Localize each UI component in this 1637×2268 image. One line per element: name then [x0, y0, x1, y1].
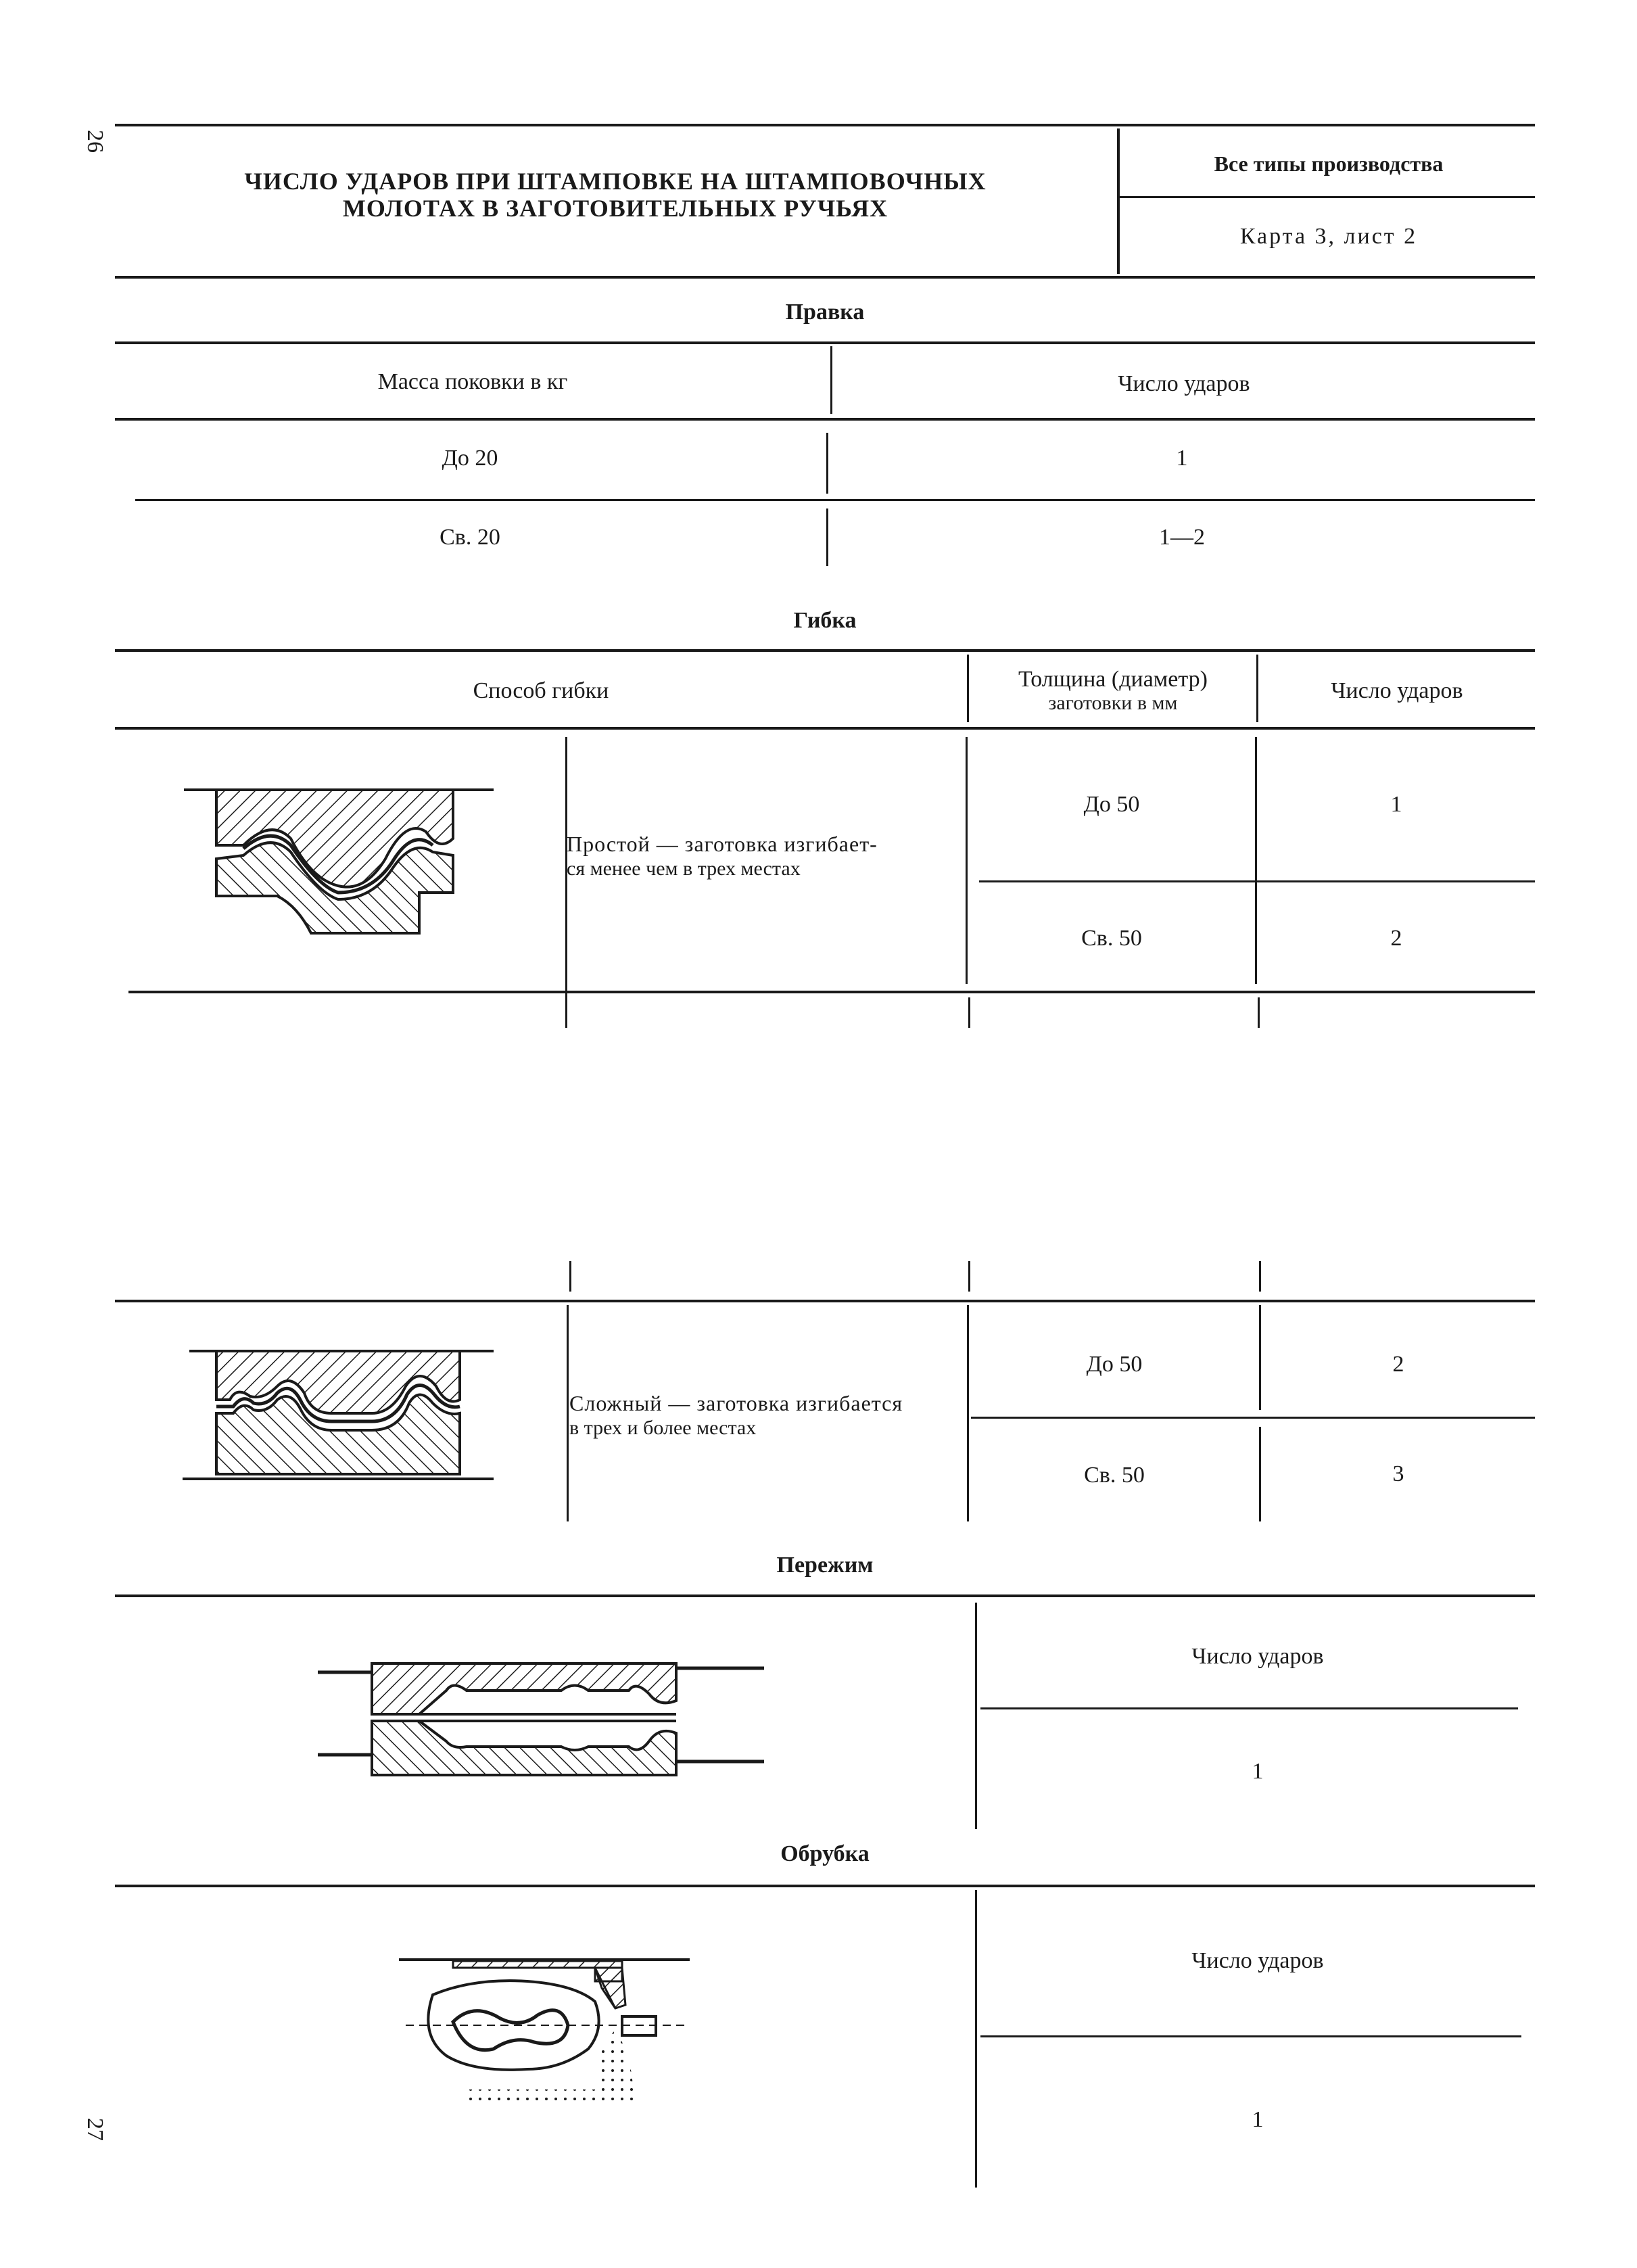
perezhim-inner-rule	[980, 1707, 1518, 1709]
gibka-simple-div-thick	[966, 737, 968, 984]
page-number-bottom: 27	[82, 2118, 108, 2141]
pravka-top-rule	[115, 341, 1535, 344]
gibka-complex-div-hits	[1259, 1305, 1261, 1410]
page-number-top: 26	[82, 130, 108, 153]
pravka-col-divider	[830, 346, 832, 414]
gibka-col-thickness-line1: Толщина (диаметр)	[1018, 667, 1208, 692]
pravka-col-mass: Масса поковки в кг	[377, 369, 568, 394]
gibka-top-rule	[115, 649, 1535, 652]
gibka-complex-stub3	[1259, 1261, 1261, 1292]
perezhim-top-rule	[115, 1594, 1535, 1597]
gibka-simple-bottom-rule	[128, 991, 1535, 993]
fullering-die-drawing	[318, 1653, 764, 1782]
pravka-row2-divider	[826, 509, 828, 566]
gibka-complex-top-rule	[115, 1300, 1535, 1302]
gibka-col-hits: Число ударов	[1331, 678, 1463, 703]
gibka-stub1	[565, 997, 567, 1028]
obrubka-col-hits: Число ударов	[1191, 1948, 1324, 1973]
obrubka-col-divider	[975, 1890, 977, 2188]
pravka-row2-mass: Св. 20	[440, 525, 500, 550]
obrubka-inner-rule	[980, 2035, 1521, 2037]
pravka-row1-divider	[826, 433, 828, 494]
gibka-stub3	[1258, 997, 1260, 1028]
card-sheet: Карта 3, лист 2	[1239, 224, 1418, 249]
simple-bending-die-drawing	[176, 778, 500, 933]
header-top-rule	[115, 124, 1535, 126]
cutoff-die-drawing	[392, 1954, 703, 2110]
pravka-head-rule	[115, 418, 1535, 421]
perezhim-col-divider	[975, 1603, 977, 1829]
perezhim-col-hits: Число ударов	[1191, 1644, 1324, 1669]
perezhim-hits: 1	[1252, 1759, 1264, 1784]
gibka-simple-row1-thickness: До 50	[1083, 792, 1140, 817]
gibka-head-div2	[1256, 655, 1258, 722]
gibka-stub2	[968, 997, 970, 1028]
gibka-complex-div-hits2	[1259, 1427, 1261, 1521]
pravka-title: Правка	[785, 300, 865, 325]
gibka-head-div1	[967, 655, 969, 722]
gibka-col-thickness-line2: заготовки в мм	[1048, 692, 1178, 714]
gibka-col-method: Способ гибки	[473, 678, 609, 703]
gibka-simple-desc-line1: Простой — заготовка изгибает-	[567, 832, 878, 856]
gibka-complex-desc-line2: в трех и более местах	[569, 1417, 757, 1439]
production-type: Все типы производства	[1214, 151, 1444, 176]
gibka-complex-stub1	[569, 1261, 571, 1292]
gibka-complex-stub2	[968, 1261, 970, 1292]
gibka-complex-row1-hits: 2	[1392, 1352, 1404, 1377]
gibka-simple-div-hits	[1255, 737, 1257, 984]
pravka-row2-hits: 1—2	[1159, 525, 1205, 550]
obrubka-top-rule	[115, 1885, 1535, 1887]
header-bottom-rule	[115, 276, 1535, 279]
pravka-row-rule	[135, 499, 1535, 501]
gibka-simple-desc-line2: ся менее чем в трех местах	[567, 857, 801, 880]
gibka-complex-row-rule	[971, 1417, 1535, 1419]
gibka-complex-div-thick	[967, 1305, 969, 1521]
header-title-line1: ЧИСЛО УДАРОВ ПРИ ШТАМПОВКЕ НА ШТАМПОВОЧНЫХ	[244, 168, 987, 195]
gibka-head-rule	[115, 727, 1535, 730]
pravka-col-hits: Число ударов	[1118, 371, 1250, 396]
gibka-simple-row2-thickness: Св. 50	[1081, 926, 1142, 951]
pravka-row1-hits: 1	[1176, 446, 1188, 471]
gibka-simple-row-rule	[979, 880, 1535, 882]
gibka-complex-desc-line1: Сложный — заготовка изгибается	[569, 1391, 903, 1415]
obrubka-title: Обрубка	[780, 1841, 870, 1866]
perezhim-title: Пережим	[776, 1553, 874, 1578]
gibka-simple-row2-hits: 2	[1390, 926, 1402, 951]
gibka-complex-div-fig	[567, 1305, 569, 1521]
complex-bending-die-drawing	[183, 1346, 500, 1481]
gibka-title: Гибка	[793, 608, 857, 633]
gibka-complex-row2-thickness: Св. 50	[1084, 1463, 1145, 1488]
header-title-line2: МОЛОТАХ В ЗАГОТОВИТЕЛЬНЫХ РУЧЬЯХ	[342, 195, 888, 222]
header-inner-rule	[1120, 196, 1535, 198]
obrubka-hits: 1	[1252, 2107, 1264, 2132]
pravka-row1-mass: До 20	[442, 446, 498, 471]
gibka-simple-row1-hits: 1	[1390, 792, 1402, 817]
gibka-complex-row1-thickness: До 50	[1086, 1352, 1143, 1377]
gibka-complex-row2-hits: 3	[1392, 1461, 1404, 1486]
header-divider	[1117, 128, 1120, 274]
